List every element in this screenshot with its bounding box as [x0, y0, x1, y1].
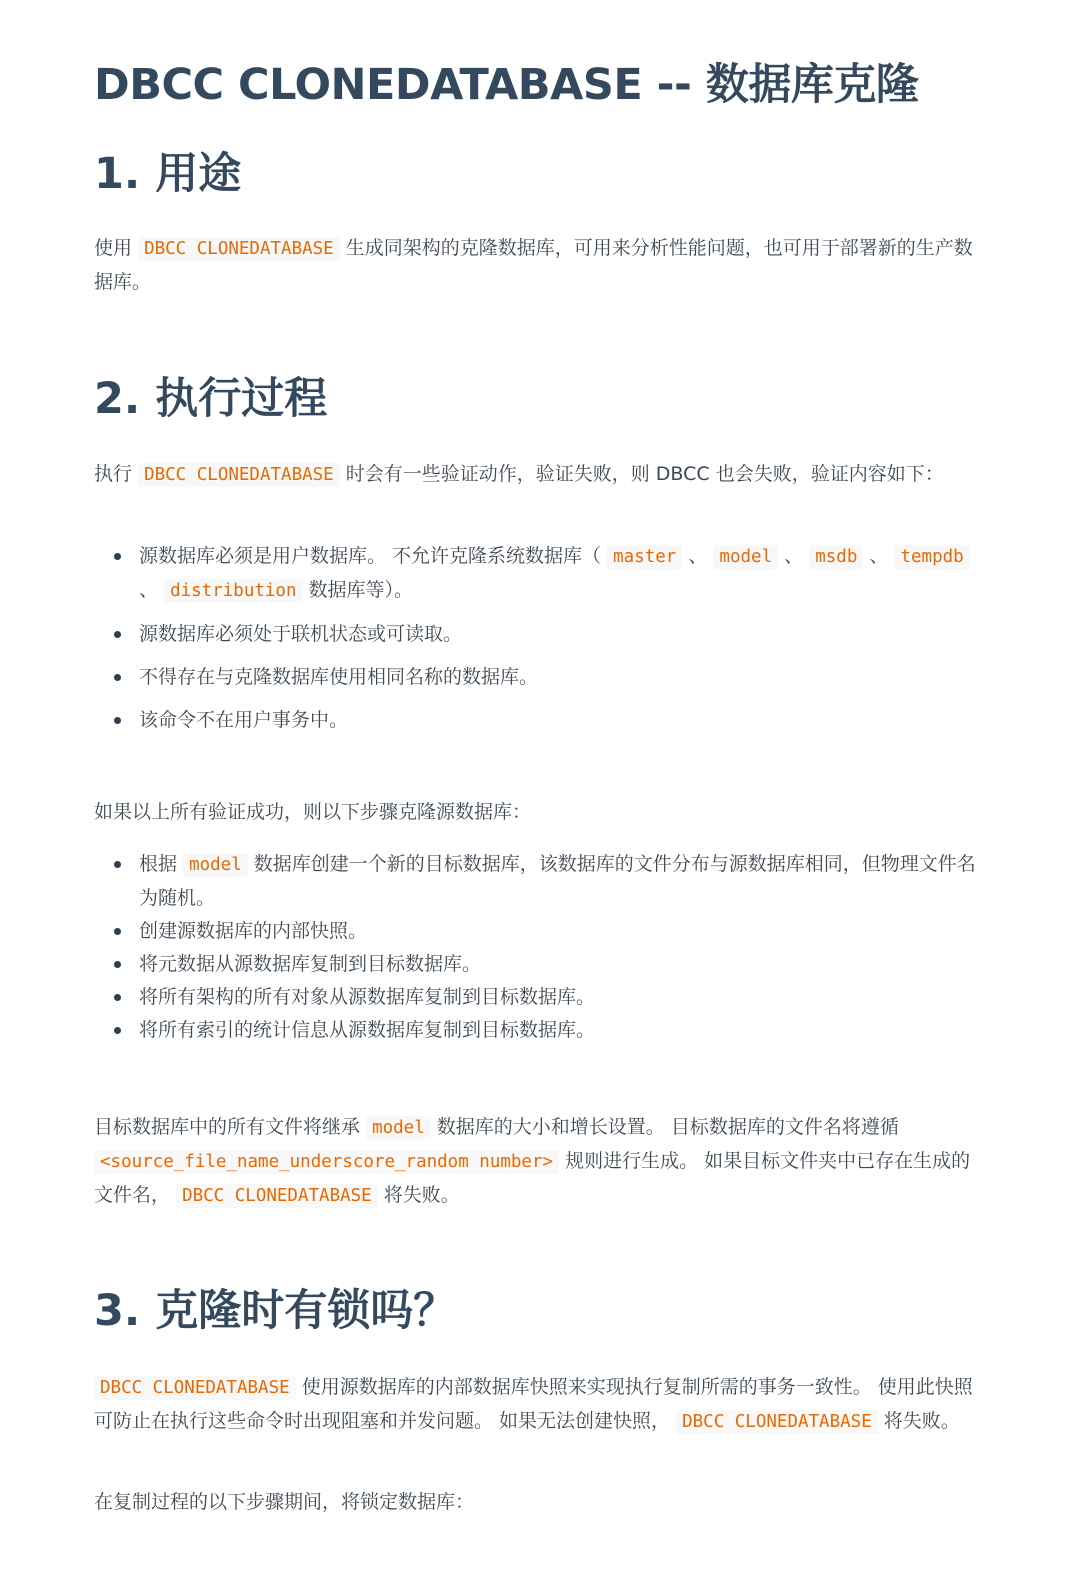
text: 时会有一些验证动作，验证失败，则 DBCC 也会失败，验证内容如下： [345, 463, 944, 485]
text: 数据库创建一个新的目标数据库，该数据库的文件分布与源数据库相同，但物理文件名为随机。 [139, 853, 976, 909]
inline-code: master [607, 545, 682, 569]
inline-code: distribution [164, 579, 302, 603]
text: 目标数据库中的所有文件将继承 [94, 1116, 361, 1138]
validation-list [94, 540, 980, 747]
inline-code: tempdb [894, 545, 969, 569]
inline-code: DBCC CLONEDATABASE [176, 1184, 378, 1208]
steps-list [94, 848, 980, 1047]
purpose-paragraph [94, 232, 980, 299]
list-item: 创建源数据库的内部快照。 [94, 915, 980, 948]
inline-code: DBCC CLONEDATABASE [94, 1376, 296, 1400]
target-files-paragraph [94, 1111, 980, 1213]
steps-intro-paragraph: 如果以上所有验证成功，则以下步骤克隆源数据库： [94, 801, 532, 823]
list-item: 源数据库必须处于联机状态或可读取。 [94, 618, 980, 651]
text: 数据库的大小和增长设置。 目标数据库的文件名将遵循 [436, 1116, 899, 1138]
list-item [94, 540, 980, 608]
text: 数据库等）。 [308, 579, 414, 601]
list-item: 不得存在与克隆数据库使用相同名称的数据库。 [94, 661, 980, 694]
text: 将失败。 [883, 1410, 960, 1432]
inline-code: model [183, 853, 248, 877]
list-item: 将元数据从源数据库复制到目标数据库。 [94, 948, 980, 981]
list-item: 将所有索引的统计信息从源数据库复制到目标数据库。 [94, 1014, 980, 1047]
section-heading-process: 2. 执行过程 [94, 374, 328, 424]
page-title: DBCC CLONEDATABASE -- 数据库克隆 [94, 60, 919, 110]
inline-code: model [366, 1116, 431, 1140]
text: 、 [688, 545, 708, 567]
section-heading-purpose: 1. 用途 [94, 149, 242, 199]
text: 使用 [94, 237, 133, 259]
text: 使用源数据库的内部数据库快照来实现执行复制所需的事务一致性。 使用此快照可防止在执行这些命令时出现阻塞和并发问题。 如果无法创建快照， [94, 1376, 973, 1432]
text: 根据 [139, 853, 178, 875]
inline-code: DBCC CLONEDATABASE [138, 463, 340, 487]
inline-code: model [713, 545, 778, 569]
locks-paragraph [94, 1371, 980, 1439]
text: 将失败。 [383, 1184, 460, 1206]
text: 、 [869, 545, 889, 567]
text: 规则进行生成。 如果目标文件夹中已存在生成的文件名， [94, 1150, 971, 1206]
text: 执行 [94, 463, 133, 485]
list-item: 将所有架构的所有对象从源数据库复制到目标数据库。 [94, 981, 980, 1014]
inline-code: DBCC CLONEDATABASE [676, 1410, 878, 1434]
list-item: 该命令不在用户事务中。 [94, 704, 980, 737]
inline-code: DBCC CLONEDATABASE [138, 237, 340, 261]
lock-steps-intro-paragraph: 在复制过程的以下步骤期间，将锁定数据库： [94, 1491, 475, 1513]
text: 、 [139, 579, 159, 601]
process-intro-paragraph [94, 458, 980, 492]
text: 生成同架构的克隆数据库，可用来分析性能问题，也可用于部署新的生产数据库。 [94, 237, 973, 293]
list-item [94, 848, 980, 915]
text: 、 [784, 545, 804, 567]
inline-code: <source_file_name_underscore_random number> [94, 1150, 559, 1174]
inline-code: msdb [809, 545, 863, 569]
section-heading-locks: 3. 克隆时有锁吗？ [94, 1286, 457, 1336]
text: 源数据库必须是用户数据库。 不允许克隆系统数据库（ [139, 545, 602, 567]
